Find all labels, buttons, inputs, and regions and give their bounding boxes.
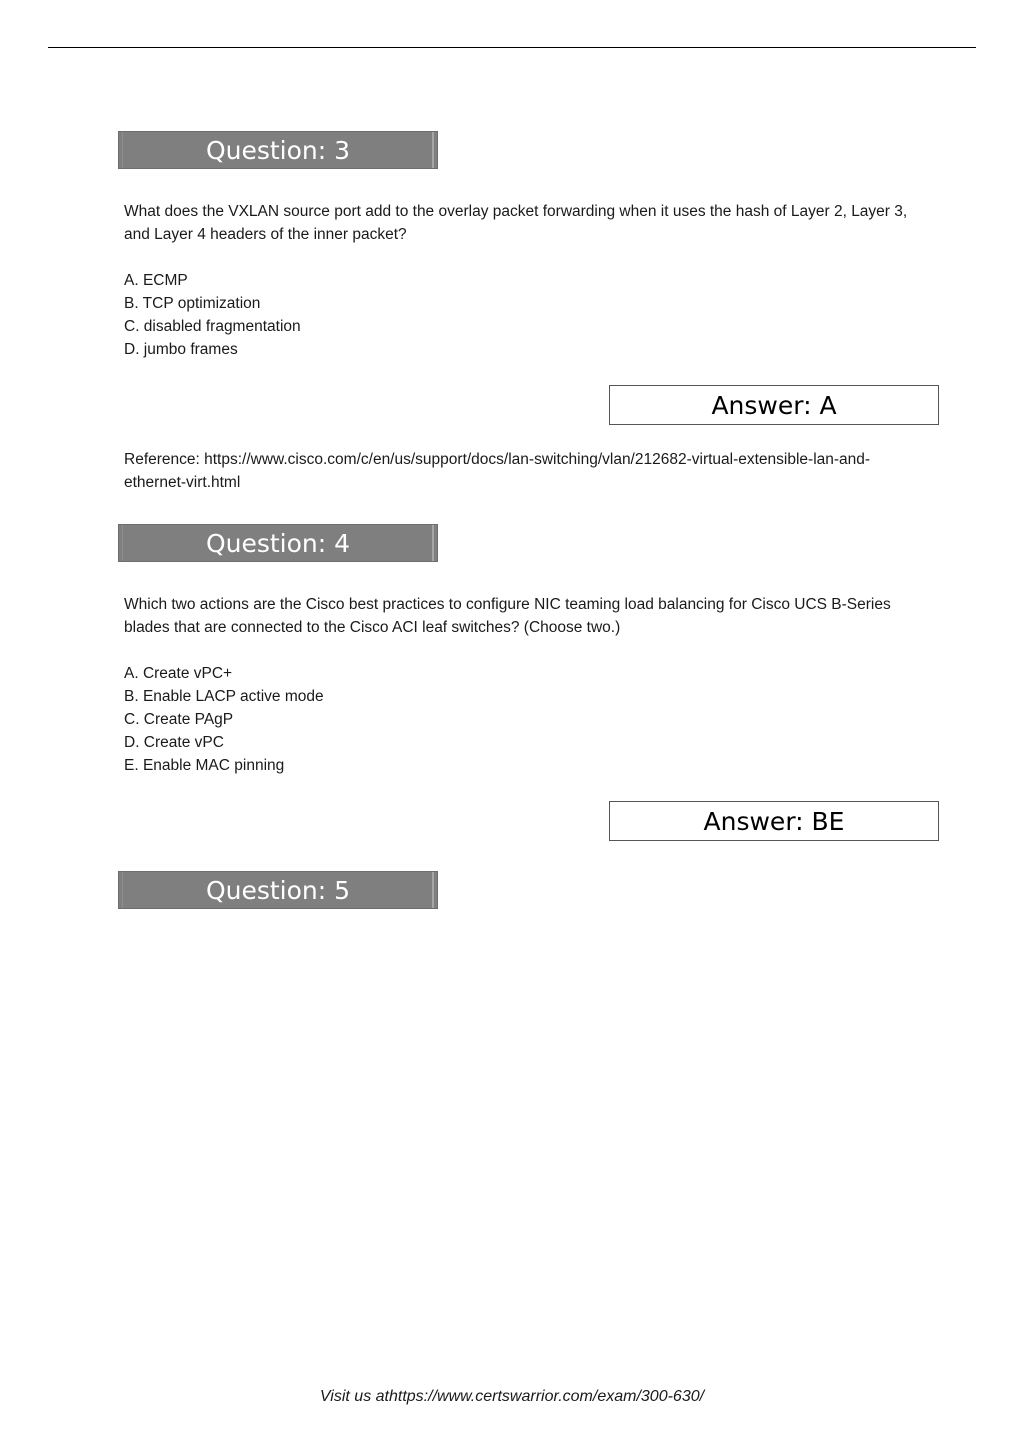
- question-3-reference: Reference: https://www.cisco.com/c/en/us/support/docs/lan-switching/vlan/212682-virtual-extensible-lan-and- ethernet-virt.html: [124, 451, 871, 491]
- question-4-option-a: A. Create vPC+: [124, 665, 233, 682]
- question-3-header: Question: 3: [118, 131, 438, 169]
- question-3-option-b: B. TCP optimization: [124, 295, 261, 312]
- question-3-option-d: D. jumbo frames: [124, 341, 238, 358]
- question-5-header: Question: 5: [118, 871, 438, 909]
- top-divider: [48, 47, 976, 48]
- question-4-options: [124, 662, 324, 777]
- question-4-option-e: E. Enable MAC pinning: [124, 757, 285, 774]
- footer-link-text: Visit us athttps://www.certswarrior.com/exam/300-630/: [319, 1388, 705, 1405]
- question-3-option-a: A. ECMP: [124, 272, 188, 289]
- question-4-header: Question: 4: [118, 524, 438, 562]
- question-4-option-b: B. Enable LACP active mode: [124, 688, 324, 705]
- question-3-option-c: C. disabled fragmentation: [124, 318, 301, 335]
- question-3-answer: Answer: A: [609, 385, 939, 425]
- question-3-options: [124, 269, 301, 361]
- question-4-text: Which two actions are the Cisco best practices to configure NIC teaming load balancing for Cisco UCS B-Series blades that are connected to the Cisco ACI leaf switches? (Choose two.): [124, 596, 891, 636]
- question-4-answer: Answer: BE: [609, 801, 939, 841]
- question-4-option-c: C. Create PAgP: [124, 711, 234, 728]
- question-3-text: What does the VXLAN source port add to the overlay packet forwarding when it uses the hash of Layer 2, Layer 3, and Layer 4 headers of the inner packet?: [124, 203, 908, 243]
- question-4-option-d: D. Create vPC: [124, 734, 224, 751]
